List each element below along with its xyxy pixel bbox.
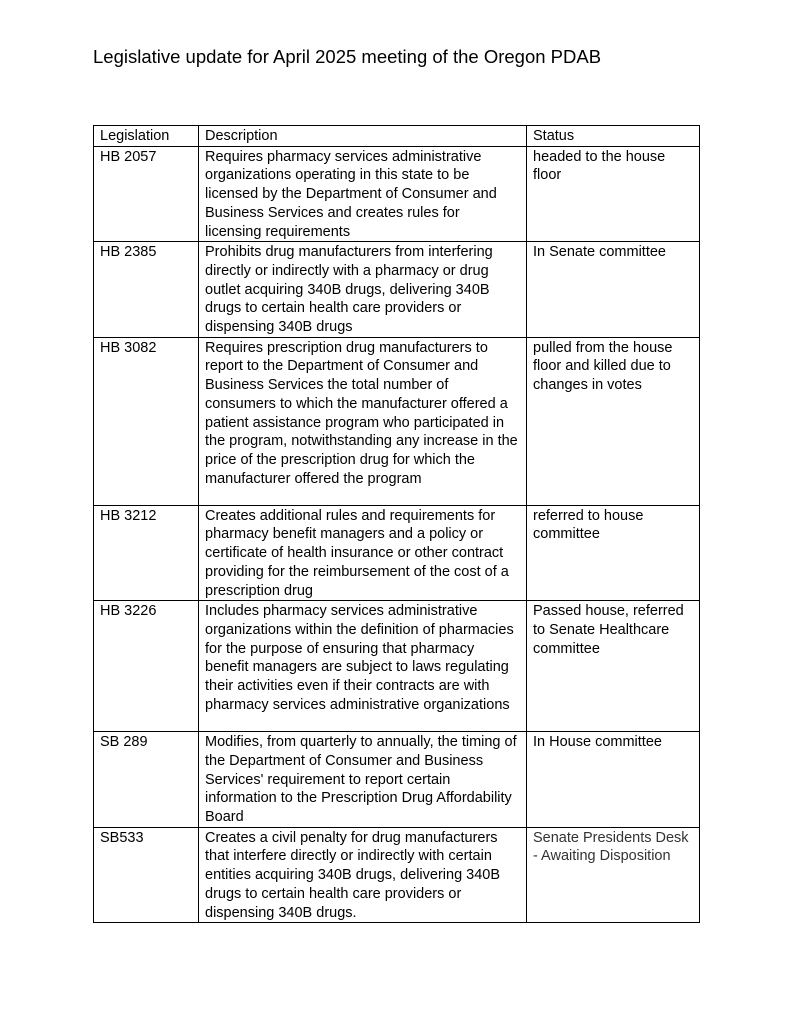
bill-number: SB533 [94,827,199,923]
document-title: Legislative update for April 2025 meeting of the Oregon PDAB [93,46,602,67]
table-row [94,505,700,601]
header-legislation: Legislation [94,126,199,147]
header-description: Description [199,126,527,147]
bill-status: Senate Presidents Desk - Awaiting Disposition [527,827,700,923]
bill-number: HB 3082 [94,337,199,505]
table-row [94,732,700,828]
bill-number: HB 3212 [94,505,199,601]
bill-status: In House committee [527,732,700,828]
bill-number: HB 2057 [94,146,199,242]
table-row [94,146,700,242]
bill-description: Creates additional rules and requirements for pharmacy benefit managers and a policy or certificate of health insurance or other contract providing for the reimbursement of the cost of a prescription drug [199,505,527,601]
table-row [94,337,700,505]
bill-description: Prohibits drug manufacturers from interfering directly or indirectly with a pharmacy or drug outlet acquiring 340B drugs, delivering 340B drugs to certain health care providers or dispensing 340B drugs [199,242,527,338]
table-row [94,601,700,732]
bill-status: referred to house committee [527,505,700,601]
bill-number: HB 3226 [94,601,199,732]
bill-number: SB 289 [94,732,199,828]
bill-description: Modifies, from quarterly to annually, the timing of the Department of Consumer and Business Services' requirement to report certain information to the Prescription Drug Affordability Board [199,732,527,828]
bill-description: Includes pharmacy services administrative organizations within the definition of pharmacies for the purpose of ensuring that pharmacy benefit managers are subject to laws regulating their activities even if their contracts are with pharmacy services administrative organizations [199,601,527,732]
bill-status: headed to the house floor [527,146,700,242]
bill-number: HB 2385 [94,242,199,338]
bill-status: Passed house, referred to Senate Healthcare committee [527,601,700,732]
table-row [94,242,700,338]
table-header-row [94,126,700,147]
bill-status: In Senate committee [527,242,700,338]
bill-status: pulled from the house floor and killed due to changes in votes [527,337,700,505]
bill-description: Creates a civil penalty for drug manufacturers that interfere directly or indirectly with certain entities acquiring 340B drugs, delivering 340B drugs to certain health care providers or dispensing 340B drugs. [199,827,527,923]
table-row [94,827,700,923]
bill-description: Requires prescription drug manufacturers to report to the Department of Consumer and Business Services the total number of consumers to which the manufacturer offered a patient assistance program who participated in the program, notwithstanding any increase in the price of the prescription drug for which the manufacturer offered the program [199,337,527,505]
header-status: Status [527,126,700,147]
legislation-table [93,125,700,923]
bill-description: Requires pharmacy services administrative organizations operating in this state to be licensed by the Department of Consumer and Business Services and creates rules for licensing requirements [199,146,527,242]
